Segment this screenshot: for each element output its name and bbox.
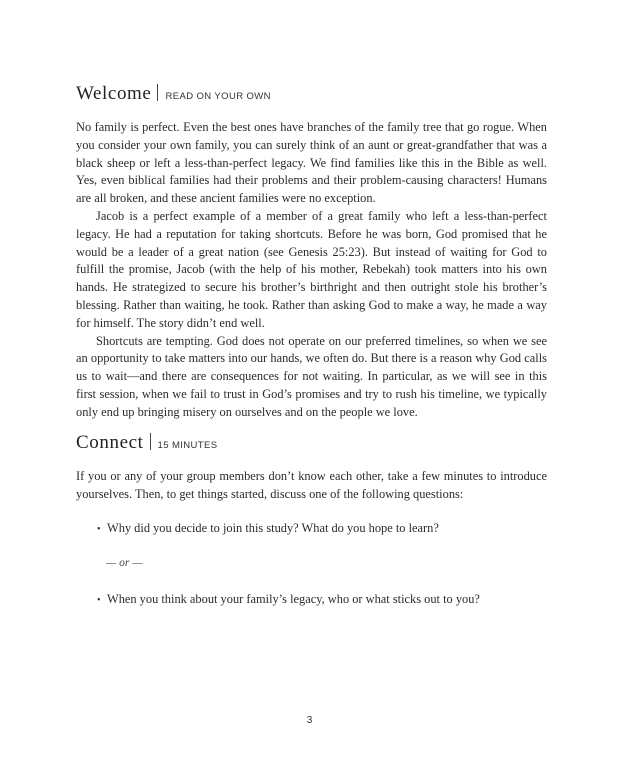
or-separator: — or —: [106, 557, 143, 569]
connect-intro: If you or any of your group members don’t know each other, take a few minutes to introduce yourselves. Then, to get things started, discuss one of the following questions:: [76, 469, 547, 501]
welcome-title: Welcome: [76, 83, 152, 104]
heading-divider: [157, 84, 158, 101]
page-number: 3: [306, 715, 313, 726]
welcome-heading: [76, 82, 271, 105]
question-2: When you think about your family’s legacy, who or what sticks out to you?: [107, 592, 480, 606]
question-list-item: [97, 591, 480, 609]
question-list-item: [97, 520, 439, 538]
connect-title: Connect: [76, 432, 144, 453]
welcome-paragraph-1: No family is perfect. Even the best ones have branches of the family tree that go rogue. When you consider your own family, you can surely think of an aunt or great-grandfather that was a black sheep or left a less-than-perfect legacy. We find families like this in the Bible as well. Yes, even biblical families had their problems and their problem-causing characters! Humans are all broken, and these ancient families were no exception.: [76, 120, 547, 206]
heading-divider: [150, 433, 151, 450]
welcome-paragraph-3: Shortcuts are tempting. God does not operate on our preferred timelines, so when we see an opportunity to take matters into our hands, we often do. But there is a reason why God calls us to wait—and there are consequences for not waiting. In particular, as we will see in this first session, when we fail to trust in God’s promises and try to rush his timeline, we typically only end up bringing misery on ourselves and on the people we love.: [76, 333, 547, 419]
connect-body: [76, 468, 547, 504]
bullet-icon: •: [97, 595, 101, 606]
connect-subtitle: 15 MINUTES: [157, 440, 218, 451]
welcome-subtitle: READ ON YOUR OWN: [165, 91, 271, 102]
connect-heading: [76, 431, 218, 454]
welcome-paragraph-2: Jacob is a perfect example of a member of a great family who left a less-than-perfect legacy. He had a reputation for taking shortcuts. Before he was born, God promised that he would be a leader of a great nation (see Genesis 25:23). But instead of waiting for God to fulfill the promise, Jacob (with the help of his mother, Rebekah) took matters into his own hands. He strategized to secure his brother’s birthright and then outright stole his brother’s blessing. Rather than waiting, he took. Rather than asking God to make a way, he made a way for himself. The story didn’t end well.: [76, 208, 547, 330]
bullet-icon: •: [97, 524, 101, 535]
welcome-body: [76, 119, 547, 422]
question-1: Why did you decide to join this study? What do you hope to learn?: [107, 521, 439, 535]
